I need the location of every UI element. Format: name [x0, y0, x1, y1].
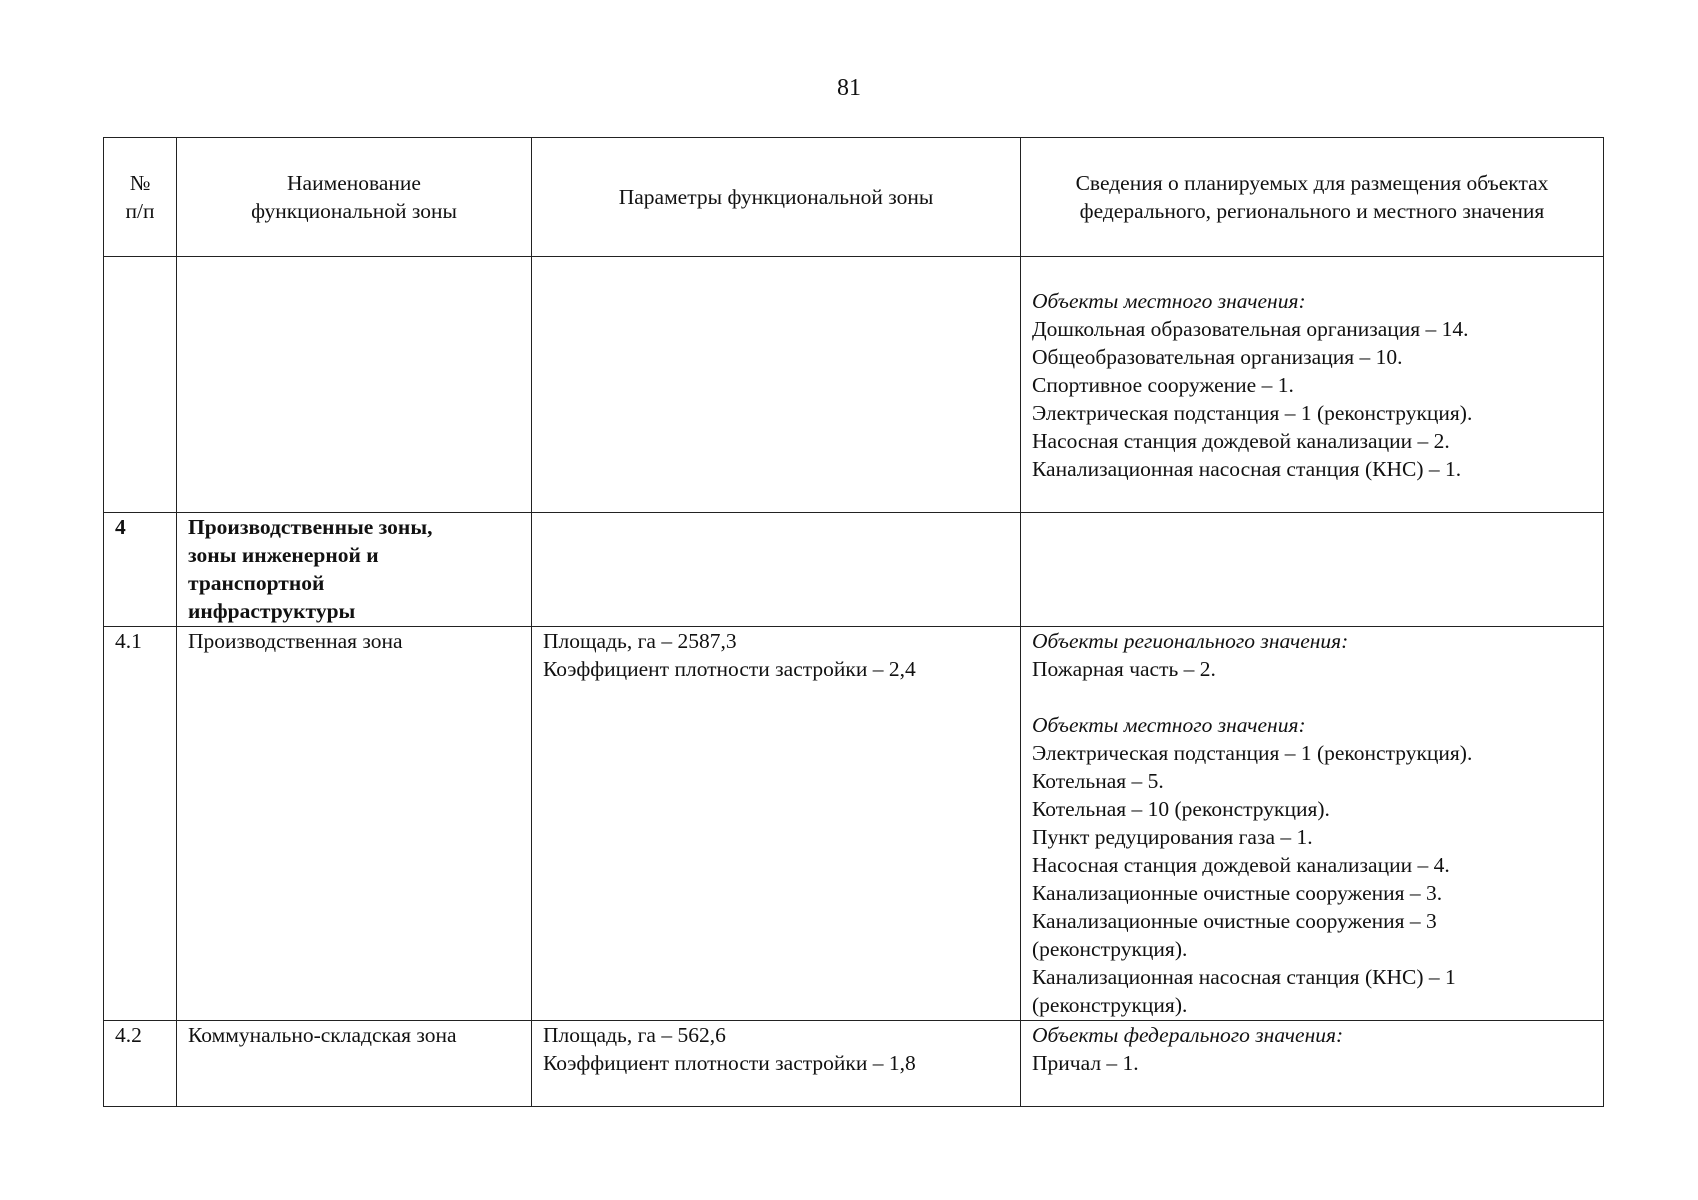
object-item: Насосная станция дождевой канализации – 2.	[1032, 429, 1450, 453]
federal-objects-heading: Объекты федерального значения:	[1032, 1023, 1344, 1047]
header-zone-name-line-1: Наименование	[287, 171, 421, 195]
object-item: Канализационные очистные сооружения – 3.	[1032, 881, 1443, 905]
header-zone-parameters-text: Параметры функциональной зоны	[618, 185, 934, 209]
cell-parameters	[532, 1021, 1021, 1107]
header-number-line-1: №	[129, 171, 151, 195]
cell-zone-name	[177, 513, 532, 627]
spacer	[1032, 683, 1592, 711]
header-number-line-2: п/п	[125, 199, 155, 223]
page-number: 81	[837, 75, 861, 101]
zone-name-line: зоны инженерной и	[188, 543, 379, 567]
object-item: Пункт редуцирования газа – 1.	[1032, 825, 1313, 849]
object-item: Причал – 1.	[1032, 1051, 1139, 1075]
object-item: Насосная станция дождевой канализации – 4.	[1032, 853, 1450, 877]
zone-name-line: транспортной	[188, 571, 325, 595]
object-item: Канализационная насосная станция (КНС) – 1.	[1032, 457, 1462, 481]
parameter-area: Площадь, га – 562,6	[543, 1023, 726, 1047]
header-planned-objects-line-1: Сведения о планируемых для размещения объектах	[1075, 171, 1549, 195]
cell-planned-objects	[1021, 257, 1604, 513]
cell-planned-objects	[1021, 513, 1604, 627]
object-item: Канализационные очистные сооружения – 3 (реконструкция).	[1032, 909, 1437, 961]
cell-parameters	[532, 257, 1021, 513]
cell-parameters	[532, 513, 1021, 627]
table-row	[104, 1021, 1604, 1107]
header-zone-parameters	[532, 138, 1021, 257]
object-item: Электрическая подстанция – 1 (реконструкция).	[1032, 401, 1473, 425]
cell-zone-name: Коммунально-складская зона	[177, 1021, 532, 1107]
object-item: Канализационная насосная станция (КНС) – 1 (реконструкция).	[1032, 965, 1456, 1017]
object-item: Котельная – 5.	[1032, 769, 1164, 793]
header-zone-name	[177, 138, 532, 257]
cell-planned-objects	[1021, 627, 1604, 1021]
header-number	[104, 138, 177, 257]
table-row	[104, 513, 1604, 627]
parameter-area: Площадь, га – 2587,3	[543, 629, 737, 653]
cell-zone-name	[177, 257, 532, 513]
cell-parameters	[532, 627, 1021, 1021]
object-item: Дошкольная образовательная организация – 14.	[1032, 317, 1469, 341]
header-zone-name-line-2: функциональной зоны	[251, 199, 457, 223]
cell-number: 4.1	[104, 627, 177, 1021]
object-item: Электрическая подстанция – 1 (реконструкция).	[1032, 741, 1473, 765]
object-item: Общеобразовательная организация – 10.	[1032, 345, 1403, 369]
cell-planned-objects	[1021, 1021, 1604, 1107]
table-header-row	[104, 138, 1604, 257]
local-objects-heading: Объекты местного значения:	[1032, 289, 1306, 313]
parameter-density: Коэффициент плотности застройки – 1,8	[543, 1051, 916, 1075]
header-planned-objects-line-2: федерального, регионального и местного значения	[1079, 199, 1545, 223]
cell-number: 4	[104, 513, 177, 627]
zone-name-line: Производственные зоны,	[188, 515, 433, 539]
header-planned-objects	[1021, 138, 1604, 257]
object-item: Котельная – 10 (реконструкция).	[1032, 797, 1330, 821]
table-row	[104, 627, 1604, 1021]
table-row	[104, 257, 1604, 513]
zone-name-line: инфраструктуры	[188, 599, 356, 623]
cell-number	[104, 257, 177, 513]
local-objects-heading: Объекты местного значения:	[1032, 713, 1306, 737]
functional-zones-table	[103, 137, 1604, 1107]
object-item: Пожарная часть – 2.	[1032, 657, 1216, 681]
parameter-density: Коэффициент плотности застройки – 2,4	[543, 657, 916, 681]
object-item: Спортивное сооружение – 1.	[1032, 373, 1294, 397]
regional-objects-heading: Объекты регионального значения:	[1032, 629, 1349, 653]
cell-zone-name: Производственная зона	[177, 627, 532, 1021]
cell-number: 4.2	[104, 1021, 177, 1107]
